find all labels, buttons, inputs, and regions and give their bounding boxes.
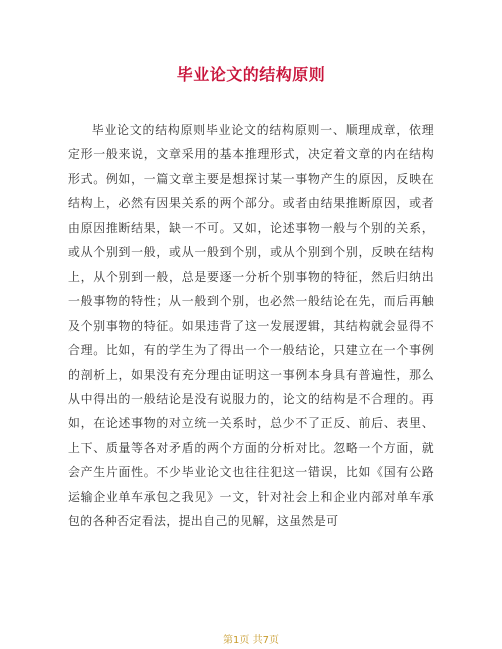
- page-title: 毕业论文的结构原则: [176, 65, 326, 84]
- body-paragraph: 毕业论文的结构原则毕业论文的结构原则一、顺理成章，依理定形一般来说，文章采用的基本推理形式，决定着文章的内在结构形式。例如，一篇文章主要是想探讨某一事物产生的原因，反映在结构上，必然有因果关系的两个部分。或者由结果推断原因，或者由原因推断结果，缺一不可。又如，论述事物一般与个别的关系，或从个别到一般，或从一般到个别，或从个别到个别，反映在结构上，从个别到一般，总是要逐一分析个别事物的特征，然后归纳出一般事物的特性；从一般到个别，也必然一般结论在先，而后再触及个别事物的特征。如果违背了这一发展逻辑，其结构就会显得不合理。比如，有的学生为了得出一个一般结论，只建立在一个事例的剖析上，如果没有充分理由证明这一事例本身具有普遍性，那么从中得出的一般结论是没有说服力的，论文的结构是不合理的。再如，在论述事物的对立统一关系时，总少不了正反、前后、表里、上下、质量等各对矛盾的两个方面的分析对比。忽略一个方面，就会产生片面性。不少毕业论文也往往犯这一错误，比如《国有公路运输企业单车承包之我见》一文，针对社会上和企业内部对单车承包的各种否定看法，提出自己的见解，这虽然是可: [68, 123, 434, 529]
- page-number-footer: 第1页 共7页: [223, 635, 279, 646]
